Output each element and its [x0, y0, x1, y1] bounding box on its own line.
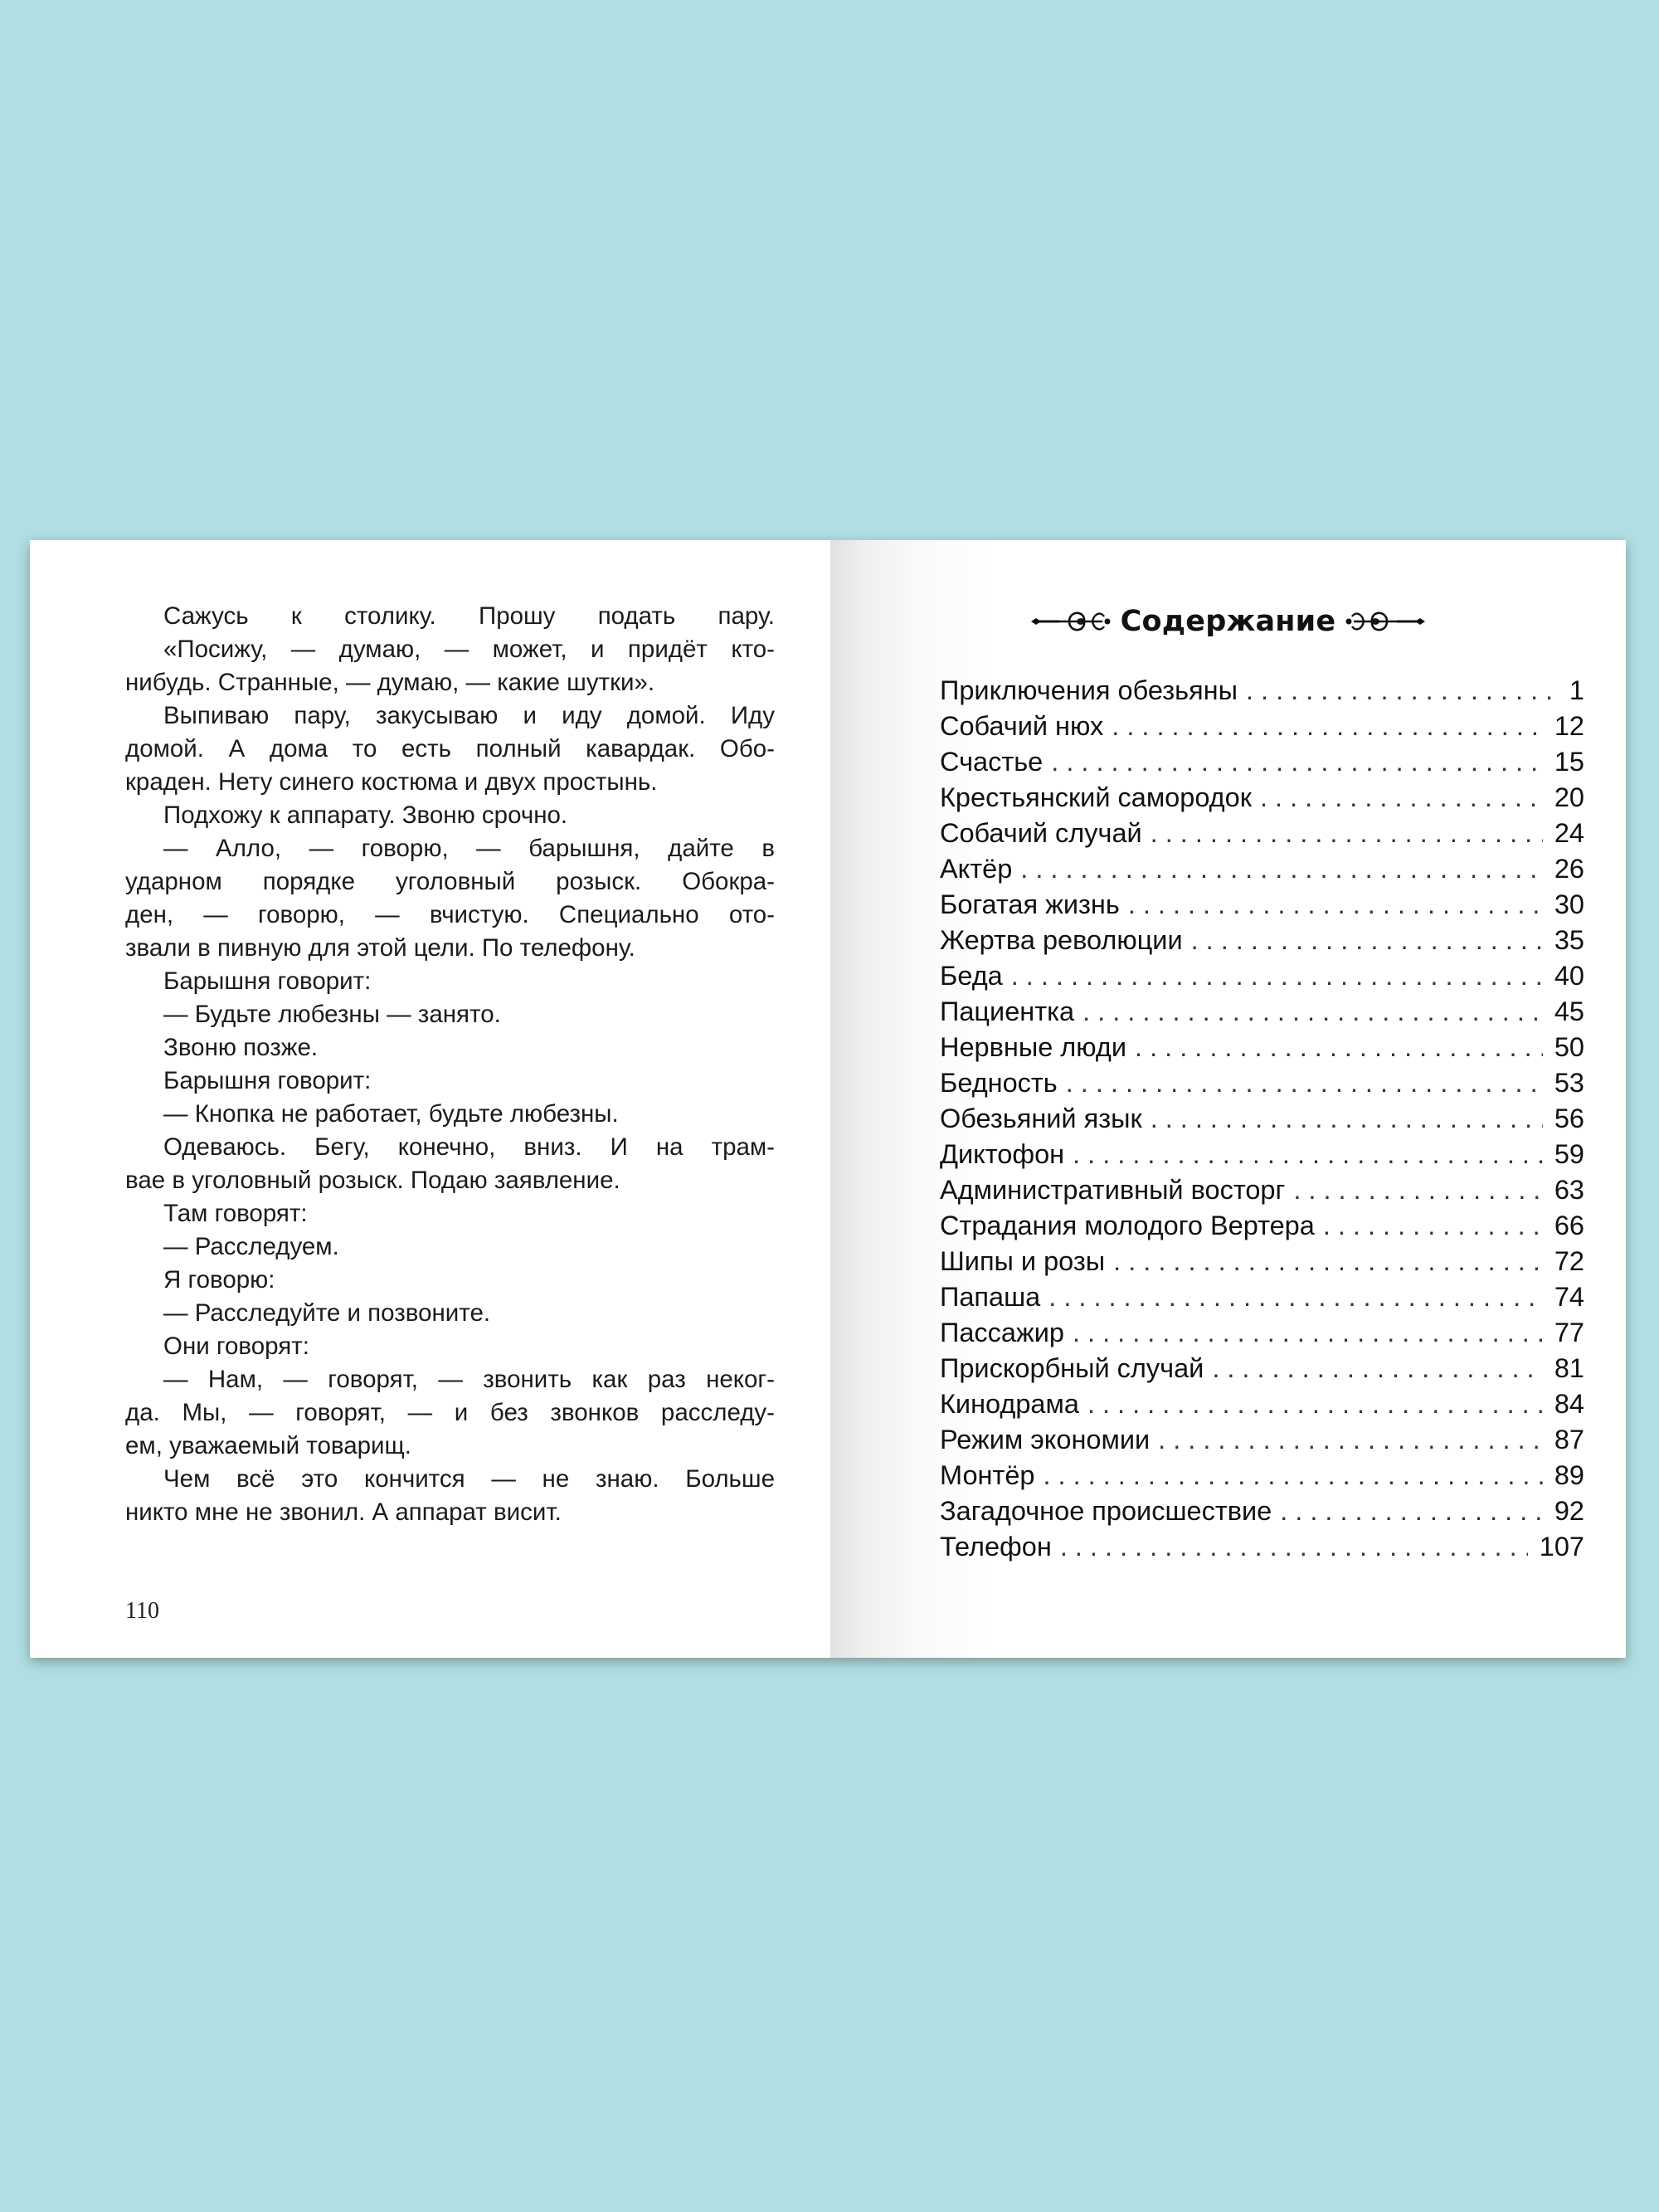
toc-entry-title: Крестьянский самородок — [940, 782, 1252, 812]
toc-entry-page: 84 — [1554, 1389, 1584, 1419]
toc-entry[interactable] — [940, 1175, 1584, 1211]
toc-entry-title: Нервные люди — [940, 1032, 1127, 1062]
toc-entry-page: 77 — [1554, 1318, 1584, 1347]
toc-entry[interactable] — [940, 1460, 1584, 1496]
toc-entry[interactable] — [940, 1496, 1584, 1532]
toc-leader-dots — [1044, 1460, 1543, 1491]
toc-entry-page: 12 — [1554, 711, 1584, 741]
toc-leader-dots — [1191, 925, 1543, 956]
toc-title: Содержание — [1120, 605, 1336, 638]
ornament-left-icon — [1031, 597, 1114, 646]
toc-leader-dots — [1293, 1175, 1542, 1206]
text-line: Сажусь к столику. Прошу подать пару. — [163, 602, 775, 630]
toc-entry-page: 50 — [1554, 1032, 1584, 1062]
toc-entry-page: 26 — [1554, 854, 1584, 884]
text-line: Барышня говорит: — [163, 1067, 372, 1094]
toc-entry-title: Монтёр — [940, 1460, 1035, 1490]
toc-entry-page: 66 — [1554, 1211, 1584, 1240]
toc-entry[interactable] — [940, 1068, 1584, 1104]
toc-entry-title: Обезьяний язык — [940, 1104, 1142, 1133]
toc-entry-title: Папаша — [940, 1282, 1041, 1312]
toc-entry-page: 63 — [1554, 1175, 1584, 1205]
toc-leader-dots — [1113, 1246, 1543, 1277]
toc-entry[interactable] — [940, 961, 1584, 996]
toc-entry[interactable] — [940, 1318, 1584, 1353]
toc-leader-dots — [1128, 889, 1543, 920]
toc-entry-title: Счастье — [940, 747, 1044, 777]
toc-entry-title: Кинодрама — [940, 1389, 1079, 1419]
toc-entry[interactable] — [940, 1389, 1584, 1425]
toc-leader-dots — [1011, 961, 1543, 992]
page-number: 110 — [125, 1598, 159, 1624]
toc-entry-title: Загадочное происшествие — [940, 1496, 1272, 1526]
text-line: да. Мы, — говорят, — и без звонков расследу- — [125, 1399, 775, 1426]
toc-leader-dots — [1151, 1104, 1543, 1134]
toc-entry[interactable] — [940, 782, 1584, 818]
toc-leader-dots — [1135, 1032, 1543, 1063]
toc-leader-dots — [1073, 1139, 1543, 1170]
toc-leader-dots — [1087, 1389, 1543, 1420]
toc-entry-title: Режим экономии — [940, 1425, 1151, 1454]
toc-entry-page: 107 — [1539, 1532, 1584, 1562]
toc-entry-title: Страдания молодого Вертера — [940, 1211, 1315, 1240]
toc-entry-title: Собачий нюх — [940, 711, 1104, 741]
text-line: Подхожу к аппарату. Звоню срочно. — [163, 801, 568, 829]
text-line: ден, — говорю, — вчистую. Специально ото- — [125, 901, 775, 928]
text-line: вае в уголовный розыск. Подаю заявление. — [125, 1167, 620, 1194]
text-line: Одеваюсь. Бегу, конечно, вниз. И на трам- — [163, 1133, 775, 1161]
text-line: — Будьте любезны — занято. — [163, 1001, 501, 1028]
toc-entry-page: 81 — [1554, 1353, 1584, 1383]
toc-entry-title: Административный восторг — [940, 1175, 1286, 1205]
toc-leader-dots — [1066, 1068, 1543, 1099]
text-line: Звоню позже. — [163, 1034, 319, 1061]
text-line: — Алло, — говорю, — барышня, дайте в — [163, 835, 775, 862]
toc-entry[interactable] — [940, 1104, 1584, 1139]
toc-leader-dots — [1020, 854, 1543, 884]
toc-list — [940, 675, 1584, 1567]
text-line: Они говорят: — [163, 1333, 309, 1360]
toc-leader-dots — [1060, 1532, 1528, 1562]
toc-entry-title: Собачий случай — [940, 818, 1142, 848]
toc-entry[interactable] — [940, 1282, 1584, 1318]
toc-entry[interactable] — [940, 925, 1584, 961]
toc-entry-page: 1 — [1569, 675, 1584, 705]
book-spread — [30, 540, 1626, 1658]
toc-leader-dots — [1246, 675, 1558, 706]
toc-entry[interactable] — [940, 818, 1584, 854]
toc-entry-page: 56 — [1554, 1104, 1584, 1133]
toc-entry-title: Приключения обезьяны — [940, 675, 1238, 705]
toc-entry[interactable] — [940, 1032, 1584, 1068]
toc-entry[interactable] — [940, 1425, 1584, 1460]
text-line: Там говорят: — [163, 1200, 308, 1227]
text-line: Чем всё это кончится — не знаю. Больше — [163, 1465, 775, 1493]
toc-entry-page: 35 — [1554, 925, 1584, 955]
text-line: — Расследуйте и позвоните. — [163, 1299, 491, 1327]
toc-leader-dots — [1212, 1353, 1543, 1384]
ornament-right-icon — [1342, 597, 1425, 646]
toc-entry-title: Бедность — [940, 1068, 1058, 1098]
toc-leader-dots — [1073, 1318, 1543, 1348]
text-line: никто мне не звонил. А аппарат висит. — [125, 1498, 562, 1526]
toc-entry[interactable] — [940, 1139, 1584, 1175]
toc-entry-title: Диктофон — [940, 1139, 1065, 1169]
toc-entry-page: 45 — [1554, 996, 1584, 1026]
toc-entry-page: 53 — [1554, 1068, 1584, 1098]
text-line: домой. А дома то есть полный кавардак. Обо- — [125, 735, 775, 763]
toc-entry-title: Актёр — [940, 854, 1013, 884]
toc-entry-title: Богатая жизнь — [940, 889, 1120, 919]
toc-entry-title: Пассажир — [940, 1318, 1064, 1347]
toc-entry-page: 87 — [1554, 1425, 1584, 1454]
toc-entry[interactable] — [940, 1353, 1584, 1389]
toc-entry-page: 72 — [1554, 1246, 1584, 1276]
toc-entry-title: Шипы и розы — [940, 1246, 1106, 1276]
toc-entry[interactable] — [940, 747, 1584, 782]
toc-entry[interactable] — [940, 889, 1584, 925]
text-line: Я говорю: — [163, 1266, 275, 1294]
toc-entry-title: Беда — [940, 961, 1003, 991]
left-page — [30, 540, 830, 1658]
toc-leader-dots — [1260, 782, 1543, 813]
toc-entry-page: 24 — [1554, 818, 1584, 848]
toc-entry-page: 40 — [1554, 961, 1584, 991]
story-text — [125, 600, 775, 1529]
text-line: Барышня говорит: — [163, 967, 372, 995]
toc-entry-title: Пациентка — [940, 996, 1075, 1026]
text-line: краден. Нету синего костюма и двух простынь. — [125, 768, 658, 796]
toc-entry[interactable] — [940, 996, 1584, 1032]
toc-entry[interactable] — [940, 854, 1584, 889]
toc-entry-page: 30 — [1554, 889, 1584, 919]
toc-leader-dots — [1158, 1425, 1543, 1455]
toc-entry[interactable] — [940, 675, 1584, 711]
text-line: «Посижу, — думаю, — может, и придёт кто- — [163, 636, 775, 663]
toc-header — [830, 597, 1626, 646]
text-line: — Нам, — говорят, — звонить как раз неког- — [163, 1366, 775, 1393]
toc-entry[interactable] — [940, 1211, 1584, 1246]
toc-leader-dots — [1151, 818, 1543, 849]
toc-leader-dots — [1112, 711, 1543, 742]
toc-entry[interactable] — [940, 711, 1584, 747]
toc-entry[interactable] — [940, 1246, 1584, 1282]
toc-entry-title: Прискорбный случай — [940, 1353, 1204, 1383]
toc-entry-page: 15 — [1554, 747, 1584, 777]
toc-entry-page: 20 — [1554, 782, 1584, 812]
text-line: ударном порядке уголовный розыск. Обокра- — [125, 868, 775, 895]
toc-entry-page: 92 — [1554, 1496, 1584, 1526]
toc-entry[interactable] — [940, 1532, 1584, 1567]
toc-entry-page: 74 — [1554, 1282, 1584, 1312]
text-line: нибудь. Странные, — думаю, — какие шутки». — [125, 669, 655, 696]
toc-leader-dots — [1082, 996, 1543, 1027]
toc-leader-dots — [1048, 1282, 1543, 1313]
text-line: — Кнопка не работает, будьте любезны. — [163, 1100, 619, 1128]
toc-entry-page: 59 — [1554, 1139, 1584, 1169]
toc-leader-dots — [1323, 1211, 1543, 1241]
text-line: Выпиваю пару, закусываю и иду домой. Иду — [163, 702, 775, 729]
right-page — [830, 540, 1626, 1658]
toc-entry-title: Телефон — [940, 1532, 1052, 1562]
toc-entry-page: 89 — [1554, 1460, 1584, 1490]
toc-leader-dots — [1051, 747, 1543, 777]
toc-leader-dots — [1280, 1496, 1543, 1527]
toc-entry-title: Жертва революции — [940, 925, 1183, 955]
text-line: ем, уважаемый товарищ. — [125, 1432, 411, 1459]
text-line: — Расследуем. — [163, 1233, 339, 1260]
text-line: звали в пивную для этой цели. По телефону. — [125, 934, 635, 962]
